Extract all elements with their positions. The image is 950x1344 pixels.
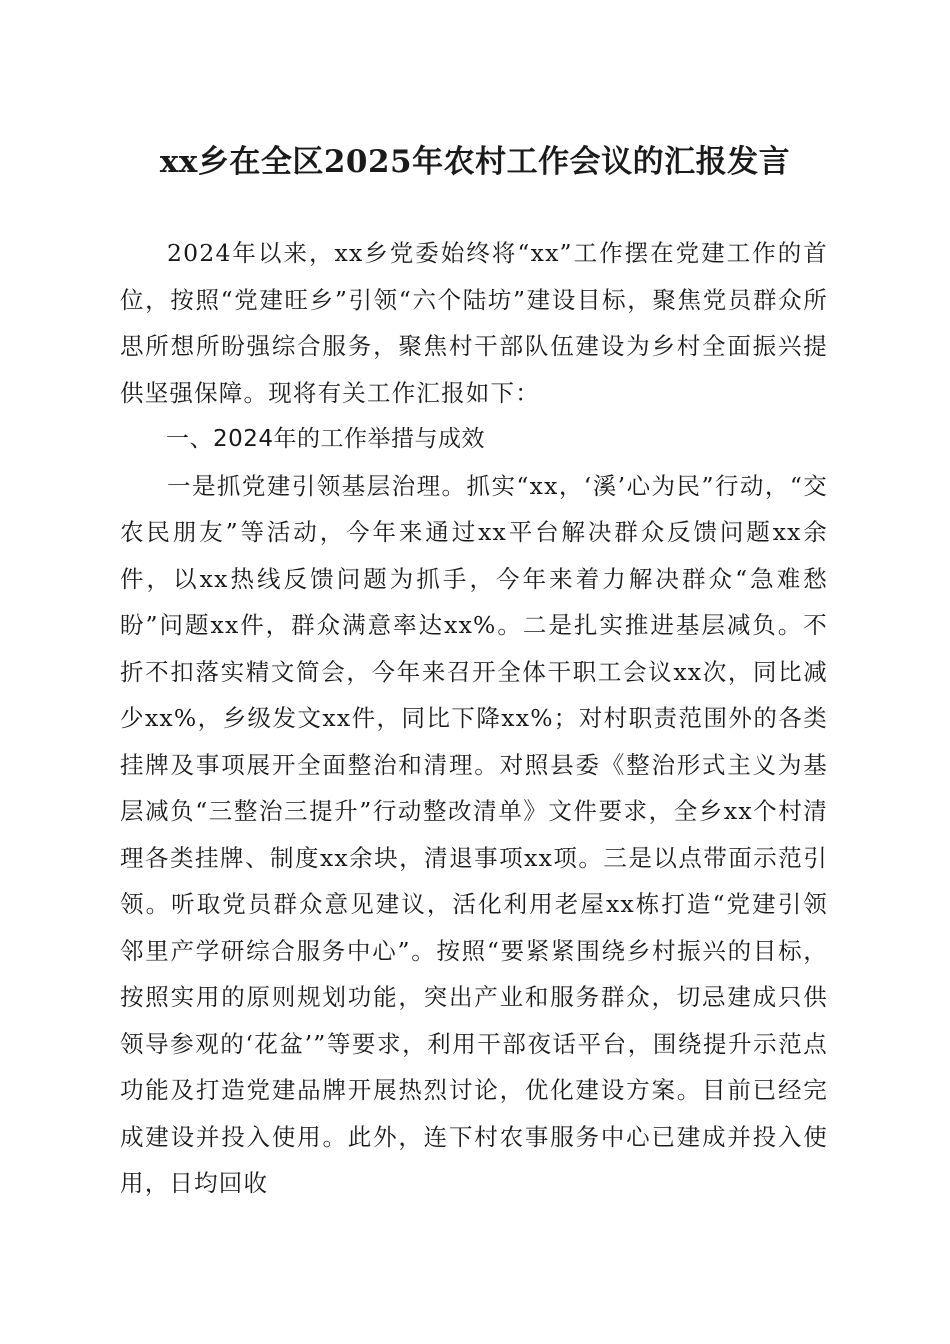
section-paragraph-lead: 一是抓党建引领基层治理。 bbox=[167, 471, 467, 500]
intro-paragraph: 2024年以来，xx乡党委始终将“xx”工作摆在党建工作的首位，按照“党建旺乡”引领“六个陆坊”建设目标，聚焦党员群众所思所想所盼强综合服务，聚焦村干部队伍建设为乡村全面振兴提供坚强保障。现将有关工作汇报如下： bbox=[120, 239, 828, 407]
section-heading: 一、2024年的工作举措与成效 bbox=[166, 426, 486, 452]
document-title: xx乡在全区2025年农村工作会议的汇报发言 bbox=[159, 144, 791, 180]
document-body bbox=[120, 230, 828, 1207]
section-paragraph-text: 抓实“xx，‘溪’心为民”行动，“交农民朋友”等活动，今年来通过xx平台解决群众反馈问题xx余件，以xx热线反馈问题为抓手，今年来着力解决群众“急难愁盼”问题xx件，群众满意率达xx%。二是扎实推进基层减负。不折不扣落实精文简会，今年来召开全体干职工会议xx次，同比减少xx%，乡级发文xx件，同比下降xx%；对村职责范围外的各类挂牌及事项展开全面整治和清理。对照县委《整治形式主义为基层减负“三整治三提升”行动整改清单》文件要求，全乡xx个村清理各类挂牌、制度xx余块，清退事项xx项。三是以点带面示范引领。听取党员群众意见建议，活化利用老屋xx栋打造“党建引领邻里产学研综合服务中心”。按照“要紧紧围绕乡村振兴的目标，按照实用的原则规划功能，突出产业和服务群众，切忌建成只供领导参观的‘花盆’”等要求，利用干部夜话平台，围绕提升示范点功能及打造党建品牌开展热烈讨论，优化建设方案。目前已经完成建设并投入使用。此外，连下村农事服务中心已建成并投入使用，日均回收 bbox=[120, 471, 828, 1197]
section-paragraph bbox=[120, 463, 828, 1207]
